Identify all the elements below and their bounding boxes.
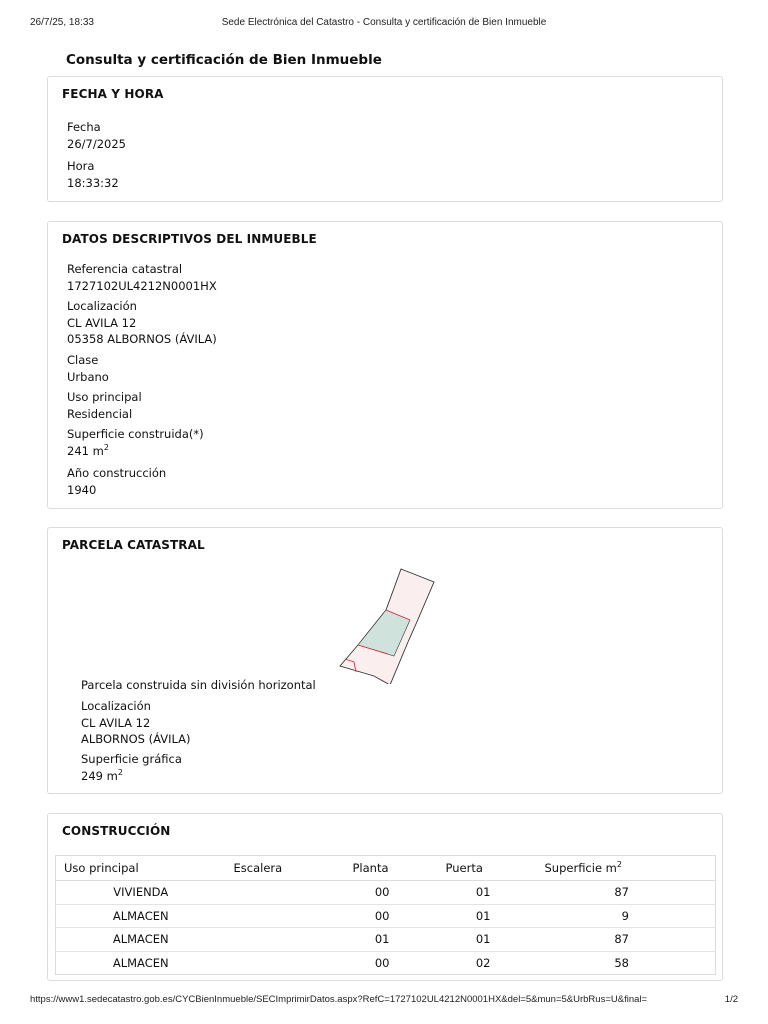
- hora-field: [67, 158, 119, 191]
- parcela-localizacion-line1: CL AVILA 12: [81, 715, 151, 730]
- construccion-title: CONSTRUCCIÓN: [62, 824, 171, 838]
- table-row: [56, 951, 716, 975]
- parcela-localizacion-field: [81, 698, 191, 748]
- table-header-row: [56, 856, 716, 881]
- anio-value: 1940: [67, 482, 97, 497]
- referencia-label: Referencia catastral: [67, 262, 183, 276]
- clase-value: Urbano: [67, 369, 109, 384]
- cell-escalera: [226, 881, 345, 905]
- print-header: [30, 17, 738, 31]
- col-puerta: Puerta: [438, 856, 537, 881]
- parcel-map: [338, 566, 438, 684]
- parcela-title: PARCELA CATASTRAL: [62, 538, 205, 552]
- fecha-hora-card: [47, 76, 723, 202]
- cell-superficie: 87: [537, 928, 716, 952]
- table-row: [56, 881, 716, 905]
- print-url[interactable]: https://www1.sedecatastro.gob.es/CYCBienInmueble/SECImprimirDatos.aspx?RefC=1727102UL4212N0001HX&del=5&mun=5&UrbRus=U&final=: [30, 994, 648, 1005]
- referencia-value: 1727102UL4212N0001HX: [67, 278, 217, 293]
- localizacion-label: Localización: [67, 299, 137, 313]
- referencia-field: [67, 261, 217, 294]
- fecha-hora-title: FECHA Y HORA: [62, 87, 164, 101]
- table-row: [56, 904, 716, 928]
- cell-escalera: [226, 928, 345, 952]
- cell-superficie: 58: [614, 955, 629, 970]
- col-superficie: Superficie $m^2$: [537, 856, 716, 881]
- localizacion-line2: 05358 ALBORNOS (ÁVILA): [67, 332, 217, 346]
- cell-escalera: [226, 904, 345, 928]
- clase-field: [67, 352, 109, 385]
- cell-planta: 01: [345, 928, 438, 952]
- construccion-table: [55, 855, 716, 975]
- cell-uso: VIVIENDA: [56, 881, 226, 905]
- col-planta: Planta: [345, 856, 438, 881]
- cell-uso: ALMACEN: [56, 904, 226, 928]
- anio-field: [67, 465, 166, 498]
- cell-uso: ALMACEN: [112, 955, 169, 970]
- superficie-field: [67, 426, 204, 459]
- fecha-value: 26/7/2025: [67, 136, 126, 151]
- parcela-superficie-label: Superficie gráfica: [81, 752, 182, 766]
- print-page-title: Sede Electrónica del Catastro - Consulta y certificación de Bien Inmueble: [221, 17, 547, 28]
- parcela-localizacion-label: Localización: [81, 699, 151, 713]
- print-page-number: 1/2: [724, 994, 738, 1005]
- cell-uso: ALMACEN: [56, 928, 226, 952]
- cell-puerta: 02: [475, 955, 491, 970]
- uso-label: Uso principal: [67, 390, 142, 404]
- localizacion-field: [67, 298, 217, 348]
- cell-puerta: 01: [438, 881, 537, 905]
- cell-superficie: 9: [537, 904, 716, 928]
- hora-value: 18:33:32: [67, 175, 119, 190]
- cell-puerta: 01: [438, 928, 537, 952]
- superficie-label: Superficie construida(*): [67, 427, 204, 441]
- col-escalera: Escalera: [226, 856, 345, 881]
- page-title: Consulta y certificación de Bien Inmueble: [66, 52, 382, 68]
- cell-planta: 00: [345, 904, 438, 928]
- superficie-exp: 2: [103, 442, 109, 452]
- parcela-localizacion-line2: ALBORNOS (ÁVILA): [81, 732, 191, 746]
- parcela-superficie-exp: 2: [117, 767, 123, 777]
- datos-descriptivos-title: DATOS DESCRIPTIVOS DEL INMUEBLE: [62, 232, 317, 246]
- uso-field: [67, 389, 142, 422]
- cell-planta: 00: [345, 881, 438, 905]
- print-datetime: 26/7/25, 18:33: [30, 17, 94, 28]
- cell-puerta: 01: [438, 904, 537, 928]
- col-uso-principal: Uso principal: [56, 856, 226, 881]
- parcela-card: [47, 527, 723, 794]
- hora-label: Hora: [67, 159, 95, 173]
- table-row: [56, 928, 716, 952]
- cell-planta: 00: [374, 955, 390, 970]
- fecha-field: [67, 119, 126, 152]
- datos-descriptivos-card: [47, 221, 723, 509]
- parcela-tipo: Parcela construida sin división horizontal: [81, 678, 316, 692]
- fecha-label: Fecha: [67, 120, 101, 134]
- construccion-card: [47, 813, 723, 981]
- parcela-superficie-value: 249 $m^2$: [81, 767, 123, 783]
- clase-label: Clase: [67, 353, 99, 367]
- print-footer: [30, 994, 738, 1008]
- superficie-value: 241 $m^2$: [67, 442, 109, 458]
- cell-superficie: 87: [537, 881, 716, 905]
- anio-label: Año construcción: [67, 466, 167, 480]
- parcela-superficie-field: [81, 751, 182, 784]
- localizacion-line1: CL AVILA 12: [67, 315, 137, 330]
- cell-escalera: [226, 951, 345, 975]
- uso-value: Residencial: [67, 406, 133, 421]
